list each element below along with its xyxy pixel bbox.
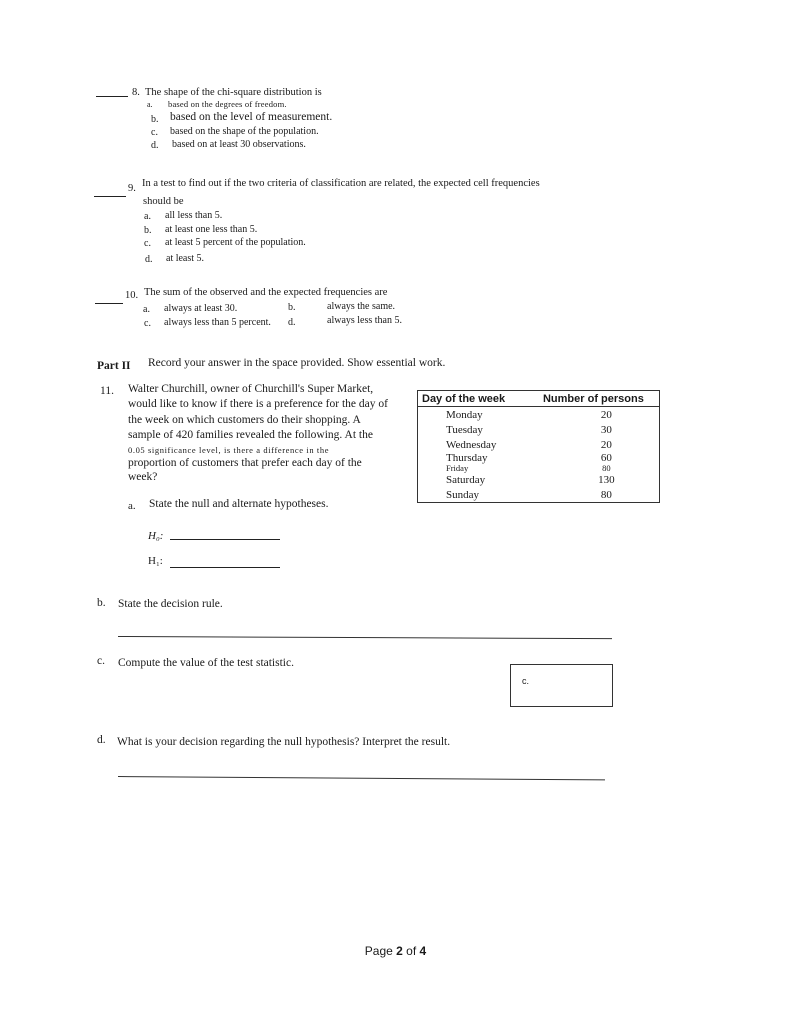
day-cell: Wednesday [446, 438, 497, 451]
table-row [418, 487, 660, 503]
question-11-line-3: the week on which customers do their shopping. A [128, 414, 361, 426]
question-11-line-1: Walter Churchill, owner of Churchill's Super Market, [128, 383, 374, 395]
table-row [418, 472, 660, 487]
question-9-option-d-letter: d. [145, 254, 153, 265]
count-cell: 130 [598, 473, 615, 486]
question-10-option-b-letter: b. [288, 302, 296, 313]
question-9-option-b-text: at least one less than 5. [165, 224, 258, 235]
part-d-text: What is your decision regarding the null hypothesis? Interpret the result. [117, 736, 451, 748]
h1-label: H₁: [148, 555, 163, 567]
h0-answer-line[interactable] [170, 539, 280, 540]
footer-prefix: Page [364, 944, 397, 958]
question-10-option-b-text: always the same. [327, 301, 396, 312]
part-b-text: State the decision rule. [118, 598, 223, 610]
count-cell: 60 [600, 452, 612, 464]
question-9-stem-line2: should be [143, 196, 184, 207]
question-11-line-2: would like to know if there is a preference for the day of [128, 398, 388, 410]
question-8-option-b-letter: b. [151, 114, 159, 125]
part-a-letter: a. [128, 500, 136, 512]
test-statistic-answer-box[interactable] [510, 664, 613, 707]
answer-blank-9[interactable] [94, 186, 126, 197]
question-8-option-d-letter: d. [151, 140, 159, 151]
question-8-option-c-text: based on the shape of the population. [170, 126, 319, 137]
question-9-option-b-letter: b. [144, 225, 152, 236]
count-cell: 80 [600, 488, 612, 501]
question-10-option-c-text: always less than 5 percent. [164, 317, 271, 328]
question-11-line-5: 0.05 significance level, is there a difference in the [128, 445, 330, 455]
question-10-number: 10. [125, 290, 139, 301]
header-number: Number of persons [528, 391, 660, 407]
header-day: Day of the week [418, 391, 528, 407]
table-row [418, 464, 660, 472]
question-8-option-b-text: based on the level of measurement. [170, 111, 333, 123]
h1-answer-line[interactable] [170, 567, 280, 568]
table-row [418, 422, 660, 437]
footer-current-page: 2 [396, 944, 403, 958]
question-9-option-a-text: all less than 5. [165, 210, 223, 221]
part-b-answer-line[interactable] [118, 636, 612, 639]
frequency-table [417, 390, 660, 503]
question-8-stem: The shape of the chi-square distribution is [145, 87, 322, 98]
question-10-option-d-text: always less than 5. [327, 315, 402, 326]
h0-label: H₀: [148, 530, 164, 542]
count-cell: 20 [600, 438, 612, 451]
answer-box-label: c. [522, 676, 530, 686]
count-cell: 20 [600, 408, 612, 421]
day-cell: Friday [446, 463, 469, 473]
answer-blank-8[interactable] [96, 86, 128, 97]
question-9-option-d-text: at least 5. [166, 253, 205, 264]
question-11-line-7: week? [128, 471, 158, 483]
part-c-text: Compute the value of the test statistic. [118, 657, 294, 669]
question-9-option-a-letter: a. [144, 211, 151, 222]
question-8-option-a-letter: a. [147, 100, 153, 109]
part-d-letter: d. [97, 734, 106, 746]
footer-total-pages: 4 [419, 944, 427, 958]
question-9-number: 9. [128, 183, 136, 194]
part-instruction: Record your answer in the space provided. Show essential work. [148, 357, 446, 369]
part-c-letter: c. [97, 655, 105, 667]
day-cell: Monday [446, 408, 483, 421]
table-row [418, 407, 660, 423]
page-footer [0, 944, 791, 958]
question-8-option-c-letter: c. [151, 127, 158, 138]
question-9-option-c-letter: c. [144, 238, 151, 249]
question-11-line-4: sample of 420 families revealed the following. At the [128, 429, 373, 441]
question-10-option-a-letter: a. [143, 304, 150, 315]
table-header-row [418, 391, 660, 407]
part-label: Part II [97, 360, 131, 372]
footer-middle: of [402, 944, 420, 958]
question-8-option-d-text: based on at least 30 observations. [172, 139, 306, 150]
question-10-option-d-letter: d. [288, 317, 296, 328]
part-d-answer-line[interactable] [118, 776, 605, 780]
part-a-text: State the null and alternate hypotheses. [149, 498, 329, 510]
table-row [418, 437, 660, 452]
question-10-stem: The sum of the observed and the expected frequencies are [144, 287, 388, 298]
count-cell: 30 [600, 423, 612, 436]
question-8-number: 8. [132, 87, 140, 98]
question-11-line-6: proportion of customers that prefer each day of the [128, 457, 362, 469]
part-b-letter: b. [97, 597, 106, 609]
question-11-number: 11. [100, 385, 114, 397]
question-8-option-a-text: based on the degrees of freedom. [168, 99, 287, 109]
day-cell: Saturday [446, 473, 486, 486]
question-9-stem-line1: In a test to find out if the two criteria of classification are related, the expected cell frequencies [142, 178, 540, 189]
day-cell: Sunday [446, 488, 479, 501]
question-9-option-c-text: at least 5 percent of the population. [165, 237, 306, 248]
day-cell: Tuesday [446, 423, 483, 436]
question-10-option-a-text: always at least 30. [164, 303, 238, 314]
question-10-option-c-letter: c. [144, 318, 151, 329]
day-cell: Thursday [446, 452, 488, 464]
count-cell: 80 [602, 463, 611, 473]
answer-blank-10[interactable] [95, 293, 123, 304]
